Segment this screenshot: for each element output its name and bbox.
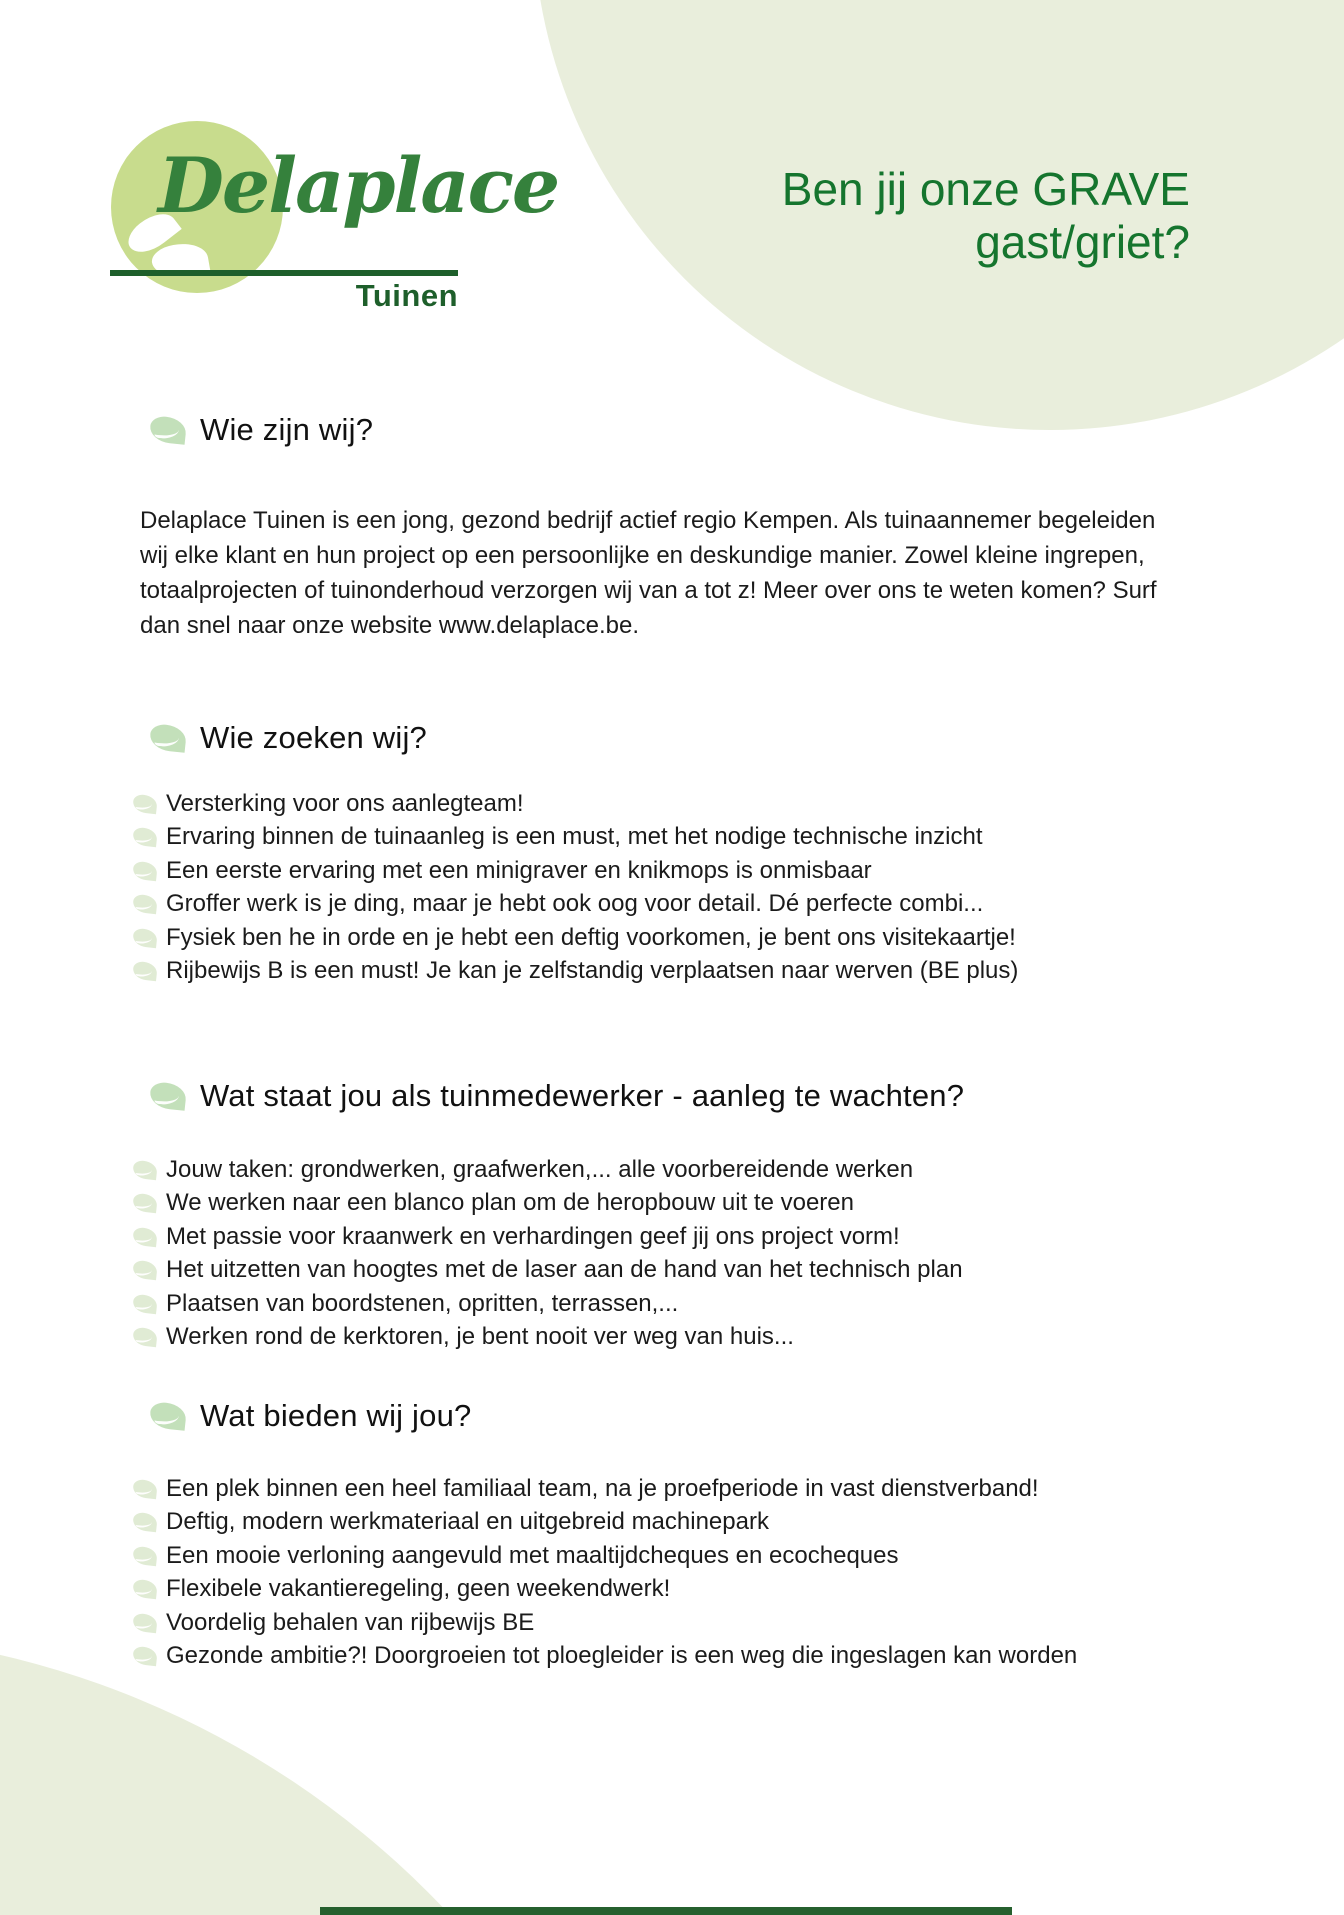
leaf-vein: [135, 1518, 152, 1529]
leaf-vein: [135, 1233, 152, 1244]
leaf-vein: [135, 833, 152, 844]
logo-sub-name: Tuinen: [355, 278, 458, 313]
leaf-icon: [132, 1512, 158, 1532]
leaf-vein: [154, 1410, 179, 1426]
leaf-vein: [135, 1333, 152, 1344]
leaf-icon: [132, 1193, 158, 1213]
leaf-vein: [135, 1166, 152, 1177]
bullet-text: Flexibele vakantieregeling, geen weekendwerk!: [166, 1575, 671, 1603]
list-item: [133, 1573, 1077, 1607]
leaf-vein: [135, 800, 152, 811]
bullet-text: Het uitzetten van hoogtes met de laser aan de hand van het technisch plan: [166, 1256, 963, 1284]
leaf-vein: [135, 900, 152, 911]
list-item: [133, 1220, 963, 1254]
leaf-vein: [135, 1300, 152, 1311]
leaf-icon: [132, 1613, 158, 1633]
bullet-text: Werken rond de kerktoren, je bent nooit ver weg van huis...: [166, 1323, 794, 1351]
leaf-vein: [135, 1199, 152, 1210]
leaf-icon: [132, 1160, 158, 1180]
bottom-green-bar: [320, 1907, 1012, 1915]
leaf-icon: [132, 961, 158, 981]
leaf-icon: [149, 723, 188, 753]
leaf-icon: [132, 1479, 158, 1499]
leaf-icon: [149, 415, 188, 445]
list-item: [133, 1506, 1077, 1540]
bullet-text: Een plek binnen een heel familiaal team, na je proefperiode in vast dienstverband!: [166, 1474, 1039, 1502]
tasks-bullet-list: [133, 1153, 963, 1354]
seeking-bullet-list: [133, 787, 1018, 988]
list-item: [133, 854, 1018, 888]
list-item: [133, 1187, 963, 1221]
bullet-text: Deftig, modern werkmateriaal en uitgebreid machinepark: [166, 1508, 769, 1536]
leaf-vein: [135, 1266, 152, 1277]
section-heading-about: [150, 412, 373, 448]
list-item: [133, 1472, 1077, 1506]
leaf-vein: [135, 1585, 152, 1596]
page-title-line1: Ben jij onze GRAVE: [781, 163, 1190, 215]
list-item: [133, 1321, 963, 1355]
leaf-icon: [132, 1546, 158, 1566]
bullet-text: Fysiek ben he in orde en je hebt een deftig voorkomen, je bent ons visitekaartje!: [166, 923, 1016, 951]
section-heading-seeking: [150, 720, 427, 756]
bullet-text: Versterking voor ons aanlegteam!: [166, 789, 524, 817]
leaf-vein: [135, 934, 152, 945]
leaf-icon: [132, 1646, 158, 1666]
bullet-text: Een eerste ervaring met een minigraver en knikmops is onmisbaar: [166, 856, 872, 884]
section-heading-about-label: Wie zijn wij?: [200, 412, 374, 447]
bullet-text: Gezonde ambitie?! Doorgroeien tot ploegleider is een weg die ingeslagen kan worden: [166, 1642, 1078, 1670]
section-heading-offer-label: Wat bieden wij jou?: [200, 1398, 472, 1433]
logo-brand-name: Delaplace: [158, 141, 559, 230]
leaf-icon: [132, 894, 158, 914]
bullet-text: Met passie voor kraanwerk en verhardingen geef jij ons project vorm!: [166, 1222, 900, 1250]
list-item: [133, 1606, 1077, 1640]
company-logo: [0, 0, 559, 330]
leaf-vein: [154, 1090, 179, 1106]
bullet-text: Groffer werk is je ding, maar je hebt ook oog voor detail. Dé perfecte combi...: [166, 890, 984, 918]
leaf-vein: [135, 867, 152, 878]
bullet-text: Rijbewijs B is een must! Je kan je zelfstandig verplaatsen naar werven (BE plus): [166, 957, 1019, 985]
leaf-icon: [132, 928, 158, 948]
list-item: [133, 921, 1018, 955]
leaf-icon: [149, 1081, 188, 1111]
list-item: [133, 1640, 1077, 1674]
leaf-vein: [135, 1652, 152, 1663]
leaf-icon: [132, 827, 158, 847]
list-item: [133, 1153, 963, 1187]
logo-underline: [110, 270, 458, 276]
list-item: [133, 1539, 1077, 1573]
section-heading-tasks: [150, 1078, 964, 1114]
page-title-line2: gast/griet?: [975, 216, 1190, 268]
leaf-icon: [132, 1227, 158, 1247]
leaf-vein: [135, 1619, 152, 1630]
bullet-text: Jouw taken: grondwerken, graafwerken,... alle voorbereidende werken: [166, 1155, 914, 1183]
leaf-vein: [135, 1552, 152, 1563]
leaf-icon: [132, 861, 158, 881]
leaf-vein: [154, 732, 179, 748]
leaf-icon: [132, 1327, 158, 1347]
list-item: [133, 1254, 963, 1288]
list-item: [133, 787, 1018, 821]
leaf-icon: [132, 1579, 158, 1599]
leaf-icon: [132, 794, 158, 814]
leaf-icon: [132, 1294, 158, 1314]
leaf-vein: [154, 424, 179, 440]
list-item: [133, 821, 1018, 855]
bullet-text: Een mooie verloning aangevuld met maaltijdcheques en ecocheques: [166, 1541, 899, 1569]
list-item: [133, 955, 1018, 989]
leaf-vein: [135, 967, 152, 978]
pale-circle-bottom-left: [0, 1632, 688, 1915]
bullet-text: Ervaring binnen de tuinaanleg is een must, met het nodige technische inzicht: [166, 823, 983, 851]
bullet-text: We werken naar een blanco plan om de heropbouw uit te voeren: [166, 1189, 854, 1217]
list-item: [133, 1287, 963, 1321]
leaf-icon: [149, 1401, 188, 1431]
list-item: [133, 888, 1018, 922]
bullet-text: Plaatsen van boordstenen, opritten, terrassen,...: [166, 1289, 679, 1317]
leaf-icon: [132, 1260, 158, 1280]
bullet-text: Voordelig behalen van rijbewijs BE: [166, 1608, 535, 1636]
section-heading-tasks-label: Wat staat jou als tuinmedewerker - aanleg te wachten?: [200, 1078, 965, 1113]
offer-bullet-list: [133, 1472, 1077, 1673]
leaf-vein: [135, 1485, 152, 1496]
about-paragraph: Delaplace Tuinen is een jong, gezond bedrijf actief regio Kempen. Als tuinaannemer begeleiden wij elke klant en hun project op een persoonlijke en deskundige manier. Zowel kleine ingrepen, totaalprojecten of tuinonderhoud verzorgen wij van a tot z! Meer over ons te weten komen? Surf dan snel naar onze website www.delaplace.be.: [140, 507, 1157, 639]
page-title: [782, 163, 1190, 269]
section-heading-offer: [150, 1398, 471, 1434]
section-heading-seeking-label: Wie zoeken wij?: [200, 720, 427, 755]
